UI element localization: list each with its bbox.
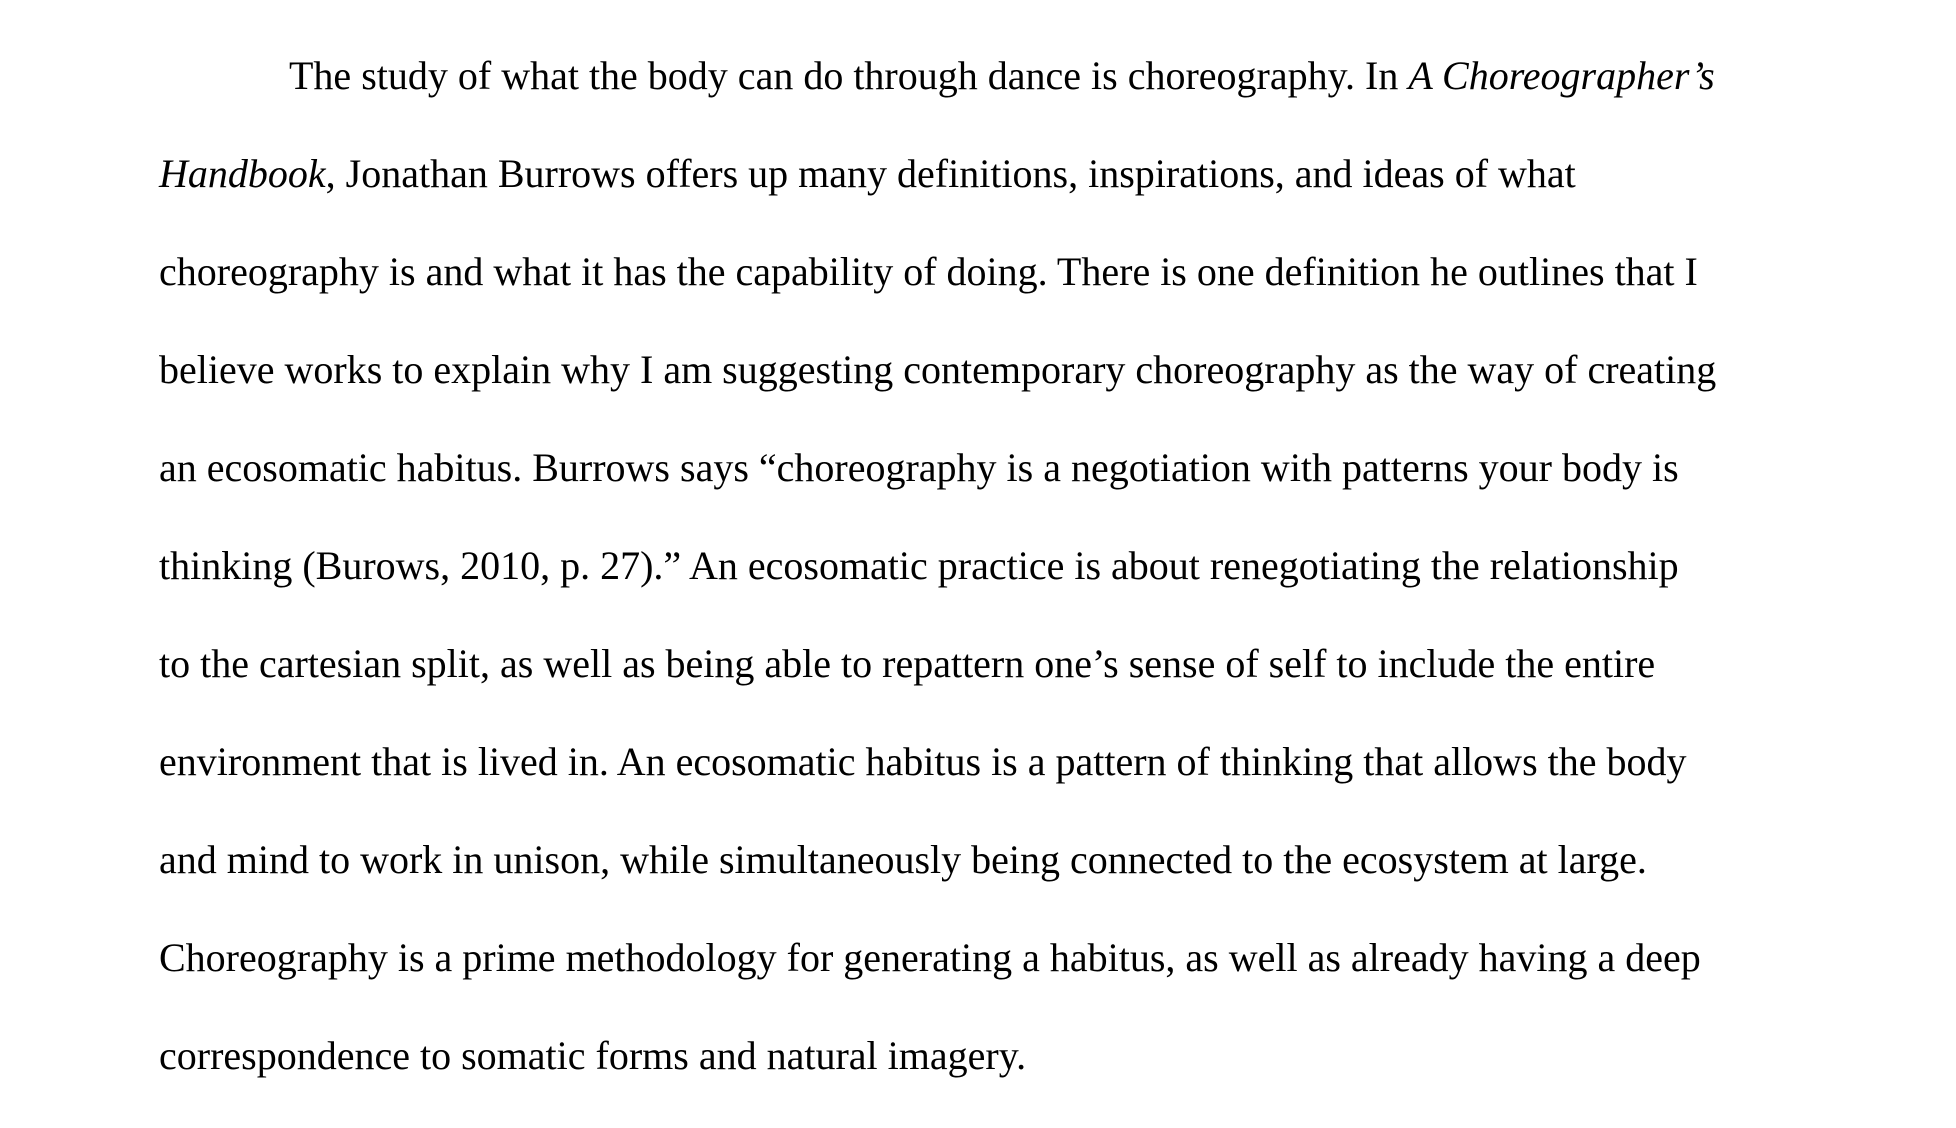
paragraph-line-7: to the cartesian split, as well as being able to repattern one’s sense of self to include the entire [159,641,1656,686]
paragraph-line-9: and mind to work in unison, while simultaneously being connected to the ecosystem at large. [159,837,1647,882]
book-title-italic-part-2: Handbook [159,151,326,196]
line-2-text: , Jonathan Burrows offers up many definitions, inspirations, and ideas of what [325,151,1576,196]
paragraph-line-8: environment that is lived in. An ecosomatic habitus is a pattern of thinking that allows the body [159,739,1687,784]
book-title-italic-part-1: A Choreographer’s [1408,53,1715,98]
paragraph-line-1 [289,52,1715,100]
line-1-text: The study of what the body can do through dance is choreography. In [289,53,1409,98]
paragraph-line-2 [159,150,1576,198]
paragraph-line-3: choreography is and what it has the capability of doing. There is one definition he outlines that I [159,249,1698,294]
paragraph-line-5: an ecosomatic habitus. Burrows says “choreography is a negotiation with patterns your body is [159,445,1679,490]
paragraph-line-4: believe works to explain why I am suggesting contemporary choreography as the way of creating [159,347,1717,392]
paragraph-line-11: correspondence to somatic forms and natural imagery. [159,1033,1027,1078]
paragraph-line-6: thinking (Burows, 2010, p. 27).” An ecosomatic practice is about renegotiating the relationship [159,543,1679,588]
paragraph-line-10: Choreography is a prime methodology for generating a habitus, as well as already having a deep [159,935,1701,980]
